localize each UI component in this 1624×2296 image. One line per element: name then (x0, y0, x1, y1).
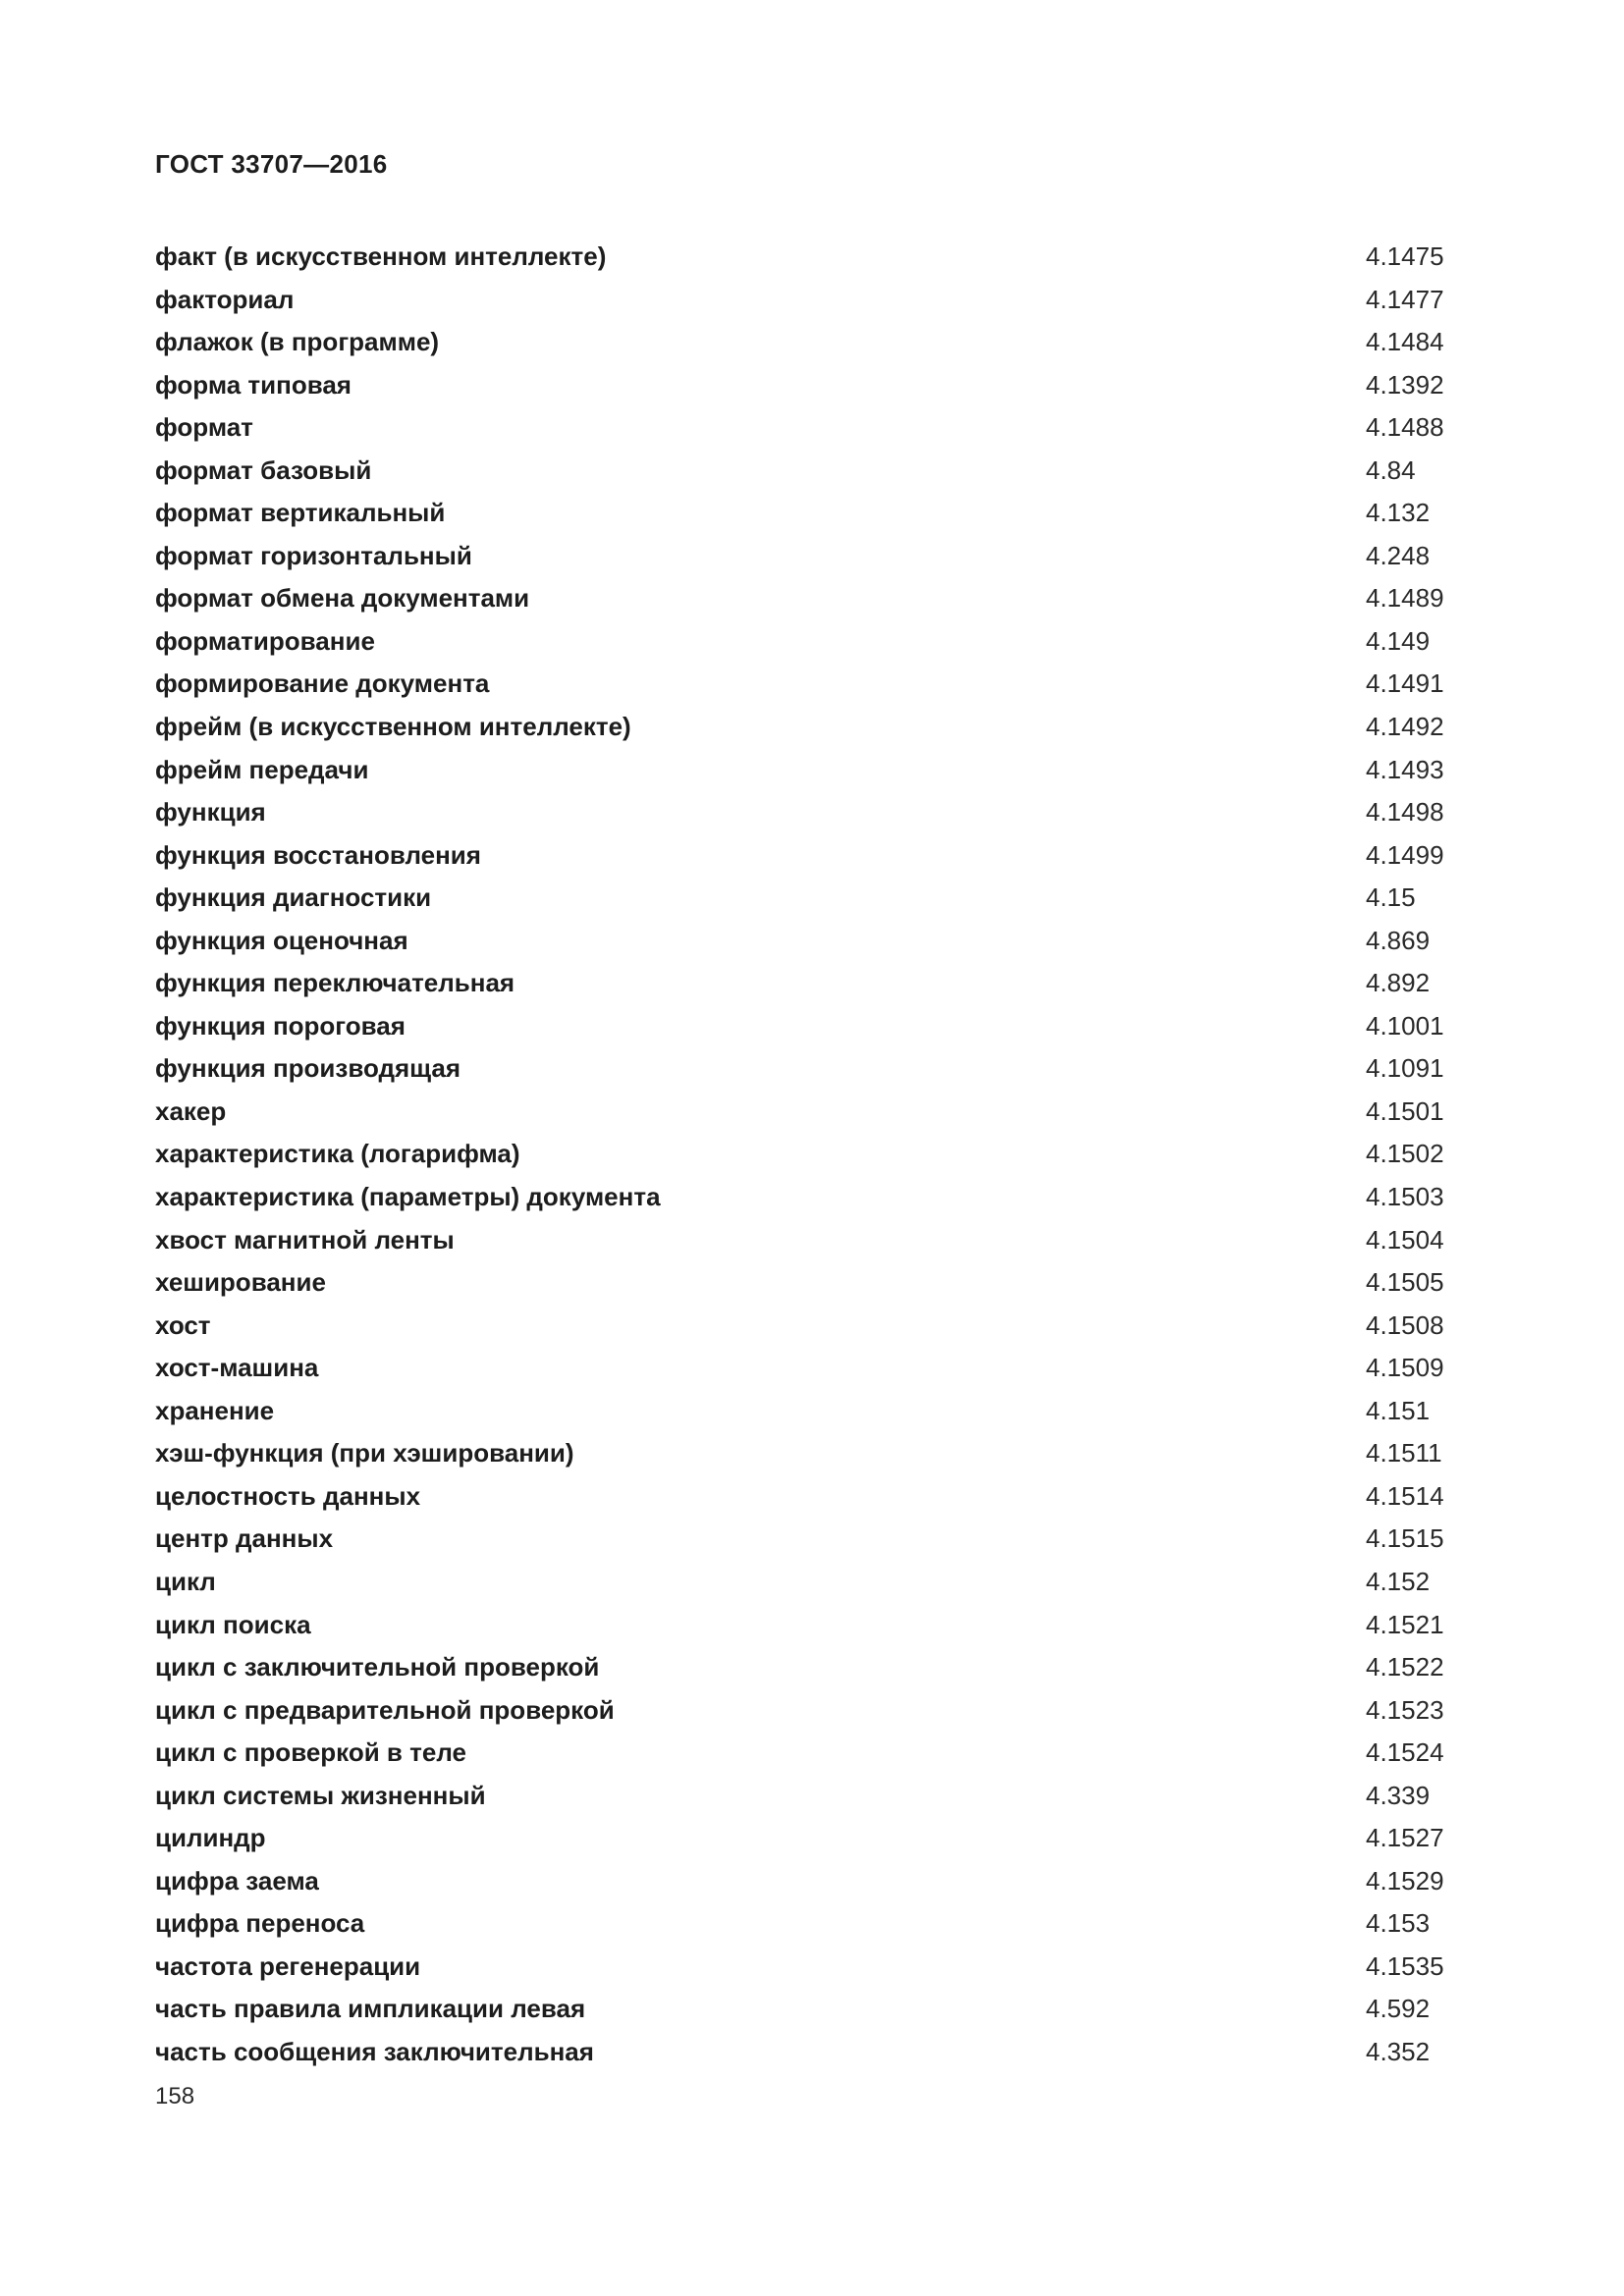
index-term: цикл с заключительной проверкой (155, 1652, 600, 1682)
index-reference-number: 4.15 (1366, 882, 1416, 913)
index-entry (155, 791, 1461, 834)
index-term: цифра заема (155, 1865, 319, 1896)
index-term: хранение (155, 1395, 275, 1425)
index-reference-number: 4.1535 (1366, 1950, 1444, 1981)
index-entry (155, 577, 1461, 620)
index-entry (155, 1005, 1461, 1048)
index-entry (155, 535, 1461, 578)
index-reference-number: 4.1477 (1366, 284, 1444, 314)
index-entry (155, 1347, 1461, 1390)
index-reference-number: 4.1523 (1366, 1694, 1444, 1725)
index-entry (155, 1091, 1461, 1134)
index-reference-number: 4.152 (1366, 1566, 1431, 1596)
index-reference-number: 4.1508 (1366, 1309, 1444, 1340)
index-reference-number: 4.1484 (1366, 327, 1444, 357)
index-term: фрейм (в искусственном интеллекте) (155, 712, 631, 742)
index-reference-number: 4.132 (1366, 498, 1431, 528)
index-entry (155, 1432, 1461, 1475)
index-entry (155, 1817, 1461, 1860)
index-term: цилиндр (155, 1823, 266, 1853)
index-reference-number: 4.352 (1366, 2036, 1431, 2066)
index-term: часть сообщения заключительная (155, 2036, 594, 2066)
index-reference-number: 4.1498 (1366, 797, 1444, 828)
index-term: факт (в искусственном интеллекте) (155, 241, 607, 271)
index-term: формат вертикальный (155, 498, 446, 528)
index-entry (155, 1390, 1461, 1433)
index-entry (155, 1133, 1461, 1176)
document-header-title: ГОСТ 33707—2016 (155, 149, 388, 179)
index-reference-number: 4.1529 (1366, 1865, 1444, 1896)
index-reference-number: 4.592 (1366, 1994, 1431, 2024)
index-reference-number: 4.1503 (1366, 1182, 1444, 1212)
index-entry (155, 450, 1461, 493)
index-reference-number: 4.1488 (1366, 412, 1444, 443)
index-entry (155, 236, 1461, 279)
alphabetical-index-list (155, 236, 1461, 2074)
index-reference-number: 4.1091 (1366, 1053, 1444, 1084)
index-entry (155, 706, 1461, 749)
index-reference-number: 4.1499 (1366, 839, 1444, 870)
index-reference-number: 4.1001 (1366, 1010, 1444, 1041)
index-reference-number: 4.248 (1366, 540, 1431, 570)
index-reference-number: 4.1524 (1366, 1737, 1444, 1768)
index-term: функция пороговая (155, 1010, 406, 1041)
index-term: хост-машина (155, 1353, 319, 1383)
index-reference-number: 4.1502 (1366, 1139, 1444, 1169)
index-entry (155, 1604, 1461, 1647)
index-reference-number: 4.1501 (1366, 1095, 1444, 1126)
index-reference-number: 4.153 (1366, 1908, 1431, 1939)
page-number: 158 (155, 2083, 195, 2109)
index-entry (155, 321, 1461, 364)
index-term: центр данных (155, 1523, 334, 1554)
index-term: функция производящая (155, 1053, 461, 1084)
index-reference-number: 4.1491 (1366, 668, 1444, 699)
index-entry (155, 1219, 1461, 1262)
index-term: цикл поиска (155, 1609, 311, 1639)
index-term: формат горизонтальный (155, 540, 472, 570)
index-reference-number: 4.1527 (1366, 1823, 1444, 1853)
index-term: функция переключательная (155, 968, 515, 998)
index-term: форматирование (155, 625, 375, 656)
index-reference-number: 4.1475 (1366, 241, 1444, 271)
index-entry (155, 1047, 1461, 1091)
index-reference-number: 4.1504 (1366, 1224, 1444, 1255)
index-term: цикл с проверкой в теле (155, 1737, 466, 1768)
index-entry (155, 1305, 1461, 1348)
index-reference-number: 4.1511 (1366, 1438, 1442, 1468)
index-reference-number: 4.1522 (1366, 1652, 1444, 1682)
index-term: характеристика (параметры) документа (155, 1182, 661, 1212)
index-term: функция оценочная (155, 925, 408, 955)
index-term: хост (155, 1309, 211, 1340)
index-reference-number: 4.1392 (1366, 369, 1444, 400)
index-entry (155, 962, 1461, 1005)
index-entry (155, 1646, 1461, 1689)
index-term: хеширование (155, 1267, 326, 1298)
index-term: цикл с предварительной проверкой (155, 1694, 615, 1725)
index-entry (155, 920, 1461, 963)
index-term: хвост магнитной ленты (155, 1224, 455, 1255)
index-reference-number: 4.1514 (1366, 1480, 1444, 1511)
index-term: факториал (155, 284, 295, 314)
index-term: хакер (155, 1095, 227, 1126)
index-term: функция (155, 797, 266, 828)
index-entry (155, 2031, 1461, 2074)
index-entry (155, 1518, 1461, 1561)
index-reference-number: 4.339 (1366, 1780, 1431, 1810)
index-reference-number: 4.892 (1366, 968, 1431, 998)
index-entry (155, 877, 1461, 920)
index-term: целостность данных (155, 1480, 421, 1511)
index-reference-number: 4.1515 (1366, 1523, 1444, 1554)
index-term: флажок (в программе) (155, 327, 440, 357)
index-reference-number: 4.149 (1366, 625, 1431, 656)
index-term: цикл системы жизненный (155, 1780, 486, 1810)
index-entry (155, 364, 1461, 407)
index-entry (155, 1902, 1461, 1946)
index-term: формат обмена документами (155, 583, 530, 614)
index-term: функция диагностики (155, 882, 432, 913)
index-term: формат базовый (155, 454, 372, 485)
index-entry (155, 492, 1461, 535)
index-entry (155, 749, 1461, 792)
index-reference-number: 4.1505 (1366, 1267, 1444, 1298)
index-entry (155, 1176, 1461, 1219)
index-term: цикл (155, 1566, 216, 1596)
index-entry (155, 1775, 1461, 1818)
index-entry (155, 620, 1461, 664)
index-term: хэш-функция (при хэшировании) (155, 1438, 574, 1468)
index-reference-number: 4.869 (1366, 925, 1431, 955)
index-entry (155, 1988, 1461, 2031)
index-reference-number: 4.1489 (1366, 583, 1444, 614)
index-term: частота регенерации (155, 1950, 421, 1981)
index-term: формирование документа (155, 668, 490, 699)
index-entry (155, 1475, 1461, 1519)
index-entry (155, 279, 1461, 322)
index-term: формат (155, 412, 253, 443)
index-reference-number: 4.1492 (1366, 712, 1444, 742)
index-reference-number: 4.84 (1366, 454, 1416, 485)
index-term: характеристика (логарифма) (155, 1139, 520, 1169)
index-reference-number: 4.1521 (1366, 1609, 1444, 1639)
index-term: функция восстановления (155, 839, 481, 870)
index-entry (155, 834, 1461, 878)
index-term: фрейм передачи (155, 754, 369, 784)
index-entry (155, 1261, 1461, 1305)
index-term: форма типовая (155, 369, 352, 400)
index-reference-number: 4.1509 (1366, 1353, 1444, 1383)
index-entry (155, 1860, 1461, 1903)
index-reference-number: 4.1493 (1366, 754, 1444, 784)
index-entry (155, 1732, 1461, 1775)
index-entry (155, 1946, 1461, 1989)
index-entry (155, 1689, 1461, 1733)
index-term: часть правила импликации левая (155, 1994, 586, 2024)
index-term: цифра переноса (155, 1908, 365, 1939)
index-reference-number: 4.151 (1366, 1395, 1431, 1425)
index-entry (155, 406, 1461, 450)
index-entry (155, 1561, 1461, 1604)
index-entry (155, 663, 1461, 706)
